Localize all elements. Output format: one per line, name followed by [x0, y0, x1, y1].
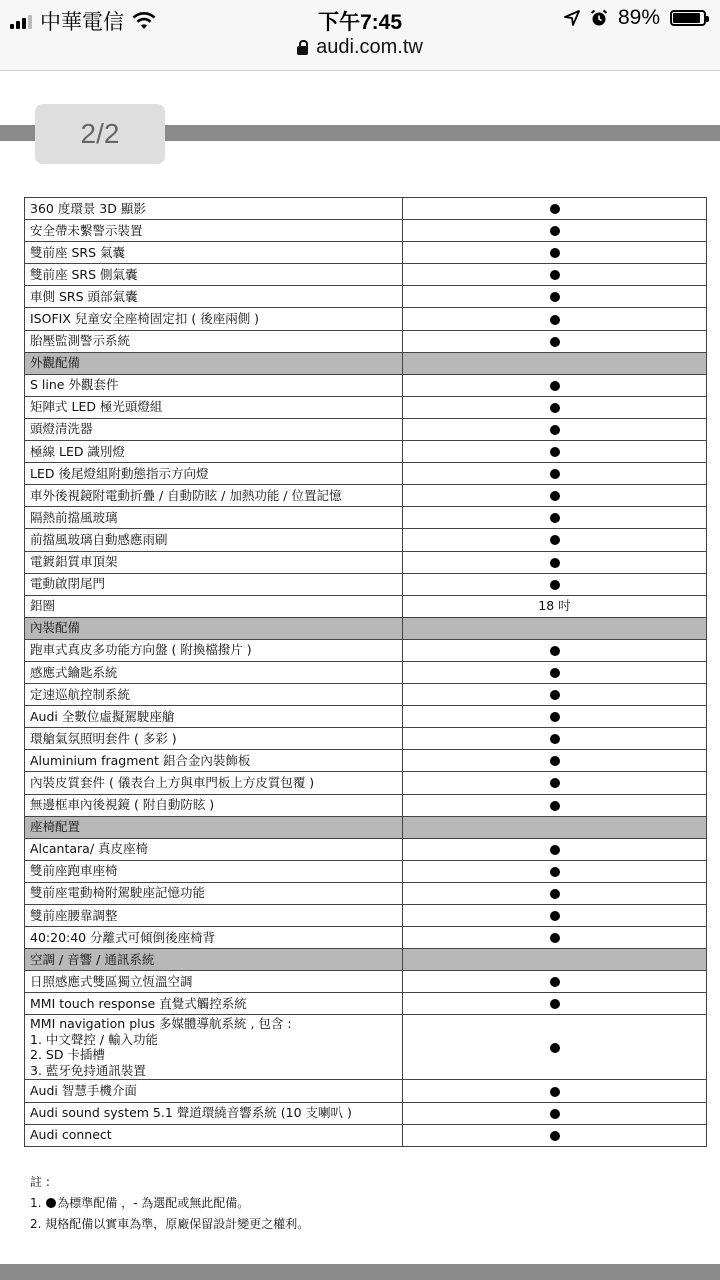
table-row: [25, 1102, 707, 1124]
standard-dot-icon: [550, 1043, 560, 1053]
feature-label: 雙前座跑車座椅: [25, 860, 403, 882]
feature-value: [403, 1102, 707, 1124]
feature-label: 感應式鑰匙系統: [25, 661, 403, 683]
feature-label: 360 度環景 3D 顯影: [25, 198, 403, 220]
section-header-row: [25, 816, 707, 838]
table-row: [25, 529, 707, 551]
feature-value: [403, 1124, 707, 1146]
feature-label: ISOFIX 兒童安全座椅固定扣 ( 後座兩側 ): [25, 308, 403, 330]
feature-label: Audi sound system 5.1 聲道環繞音響系統 (10 支喇叭 ): [25, 1102, 403, 1124]
feature-label: 跑車式真皮多功能方向盤 ( 附換檔撥片 ): [25, 639, 403, 661]
feature-value: [403, 816, 707, 838]
note-2: 2. 規格配備以實車為準，原廠保留設計變更之權利。: [30, 1217, 310, 1231]
status-right: [564, 6, 706, 30]
table-row: [25, 573, 707, 595]
section-header-row: [25, 949, 707, 971]
feature-value: [403, 551, 707, 573]
feature-value: [403, 971, 707, 993]
battery-percent: 89%: [617, 6, 660, 29]
notes: [30, 1172, 309, 1235]
alarm-clock-icon: [590, 9, 608, 27]
table-row: [25, 595, 707, 617]
note-1-number: 1.: [30, 1196, 42, 1210]
feature-value: [403, 1080, 707, 1102]
feature-label: [25, 1015, 403, 1080]
table-row: [25, 330, 707, 352]
feature-label: 電動啟閉尾門: [25, 573, 403, 595]
standard-dot-icon: [550, 668, 560, 678]
feature-label: 定速巡航控制系統: [25, 684, 403, 706]
table-row: [25, 728, 707, 750]
table-row: [25, 706, 707, 728]
standard-dot-icon: [550, 469, 560, 479]
table-row: [25, 220, 707, 242]
section-header-row: [25, 352, 707, 374]
feature-value: [403, 1015, 707, 1080]
feature-label: 環艙氣氛照明套件 ( 多彩 ): [25, 728, 403, 750]
feature-label: Audi 智慧手機介面: [25, 1080, 403, 1102]
carrier-name: 中華電信: [40, 11, 124, 34]
spec-table-body: [25, 198, 707, 1147]
standard-dot-icon: [550, 226, 560, 236]
feature-value: [403, 949, 707, 971]
feature-label: Alcantara/ 真皮座椅: [25, 838, 403, 860]
standard-dot-icon: [550, 580, 560, 590]
spec-table: [24, 197, 707, 1147]
feature-value: [403, 684, 707, 706]
standard-dot-icon: [550, 911, 560, 921]
standard-dot-icon: [550, 646, 560, 656]
table-row: [25, 1124, 707, 1146]
table-row: [25, 1080, 707, 1102]
feature-label: LED 後尾燈組附動態指示方向燈: [25, 463, 403, 485]
feature-value: [403, 750, 707, 772]
feature-label: 矩陣式 LED 極光頭燈組: [25, 396, 403, 418]
standard-dot-icon: [550, 558, 560, 568]
section-title: 座椅配置: [25, 816, 403, 838]
table-row: [25, 971, 707, 993]
feature-label: 雙前座 SRS 側氣囊: [25, 264, 403, 286]
feature-value: [403, 905, 707, 927]
feature-value: [403, 860, 707, 882]
feature-label: Aluminium fragment 鋁合金內裝飾板: [25, 750, 403, 772]
table-row: [25, 308, 707, 330]
feature-label: 安全帶未繫警示裝置: [25, 220, 403, 242]
table-row: [25, 551, 707, 573]
feature-value: [403, 242, 707, 264]
feature-label: 雙前座電動椅附駕駛座記憶功能: [25, 882, 403, 904]
feature-label: S line 外觀套件: [25, 374, 403, 396]
standard-dot-icon: [550, 756, 560, 766]
table-row: [25, 794, 707, 816]
feature-label: 雙前座 SRS 氣囊: [25, 242, 403, 264]
feature-value: [403, 507, 707, 529]
table-row: [25, 860, 707, 882]
table-row: [25, 198, 707, 220]
standard-dot-icon: [550, 734, 560, 744]
feature-label: 車外後視鏡附電動折疊 / 自動防眩 / 加熱功能 / 位置記憶: [25, 485, 403, 507]
feature-value: [403, 794, 707, 816]
table-row: [25, 264, 707, 286]
standard-dot-icon: [550, 248, 560, 258]
standard-dot-icon: [550, 778, 560, 788]
standard-dot-icon: [550, 867, 560, 877]
feature-label: Audi connect: [25, 1124, 403, 1146]
feature-value: [403, 396, 707, 418]
feature-value: [403, 264, 707, 286]
feature-label: 隔熱前擋風玻璃: [25, 507, 403, 529]
feature-label: 日照感應式雙區獨立恆溫空調: [25, 971, 403, 993]
status-time: 下午7:45: [317, 11, 403, 34]
standard-dot-icon: [550, 270, 560, 280]
table-row: [25, 286, 707, 308]
section-header-row: [25, 617, 707, 639]
table-row: [25, 507, 707, 529]
feature-label: 電鍍鋁質車頂架: [25, 551, 403, 573]
feature-label-line: 1. 中文聲控 / 輸入功能: [30, 1031, 159, 1047]
standard-dot-icon: [550, 447, 560, 457]
page-indicator: 2/2: [35, 104, 165, 164]
feature-value: [403, 706, 707, 728]
feature-value: [403, 927, 707, 949]
table-row: [25, 838, 707, 860]
standard-dot-icon: [550, 1109, 560, 1119]
feature-value: [403, 308, 707, 330]
table-row: [25, 905, 707, 927]
feature-value: [403, 418, 707, 440]
feature-value: [403, 441, 707, 463]
table-row: [25, 396, 707, 418]
table-row: [25, 684, 707, 706]
feature-label: 雙前座腰靠調整: [25, 905, 403, 927]
address-bar[interactable]: [0, 36, 720, 71]
standard-dot-icon: [550, 381, 560, 391]
feature-value: [403, 573, 707, 595]
standard-dot-icon: [550, 690, 560, 700]
feature-value: 18 吋: [403, 595, 707, 617]
battery-fill: [673, 13, 700, 23]
feature-label: Audi 全數位虛擬駕駛座艙: [25, 706, 403, 728]
feature-label: 極線 LED 識別燈: [25, 441, 403, 463]
standard-dot-icon: [550, 491, 560, 501]
feature-value: [403, 661, 707, 683]
table-row: [25, 1015, 707, 1080]
note-1: [30, 1193, 309, 1214]
table-row: [25, 418, 707, 440]
battery-icon: [670, 10, 706, 26]
feature-value: [403, 374, 707, 396]
standard-dot-icon: [550, 1131, 560, 1141]
table-row: [25, 463, 707, 485]
lock-icon: [297, 46, 308, 55]
feature-label: 胎壓監測警示系統: [25, 330, 403, 352]
standard-dot-icon: [550, 801, 560, 811]
standard-dot-icon: [550, 204, 560, 214]
standard-dot-icon: [550, 1087, 560, 1097]
table-row: [25, 993, 707, 1015]
standard-dot-icon: [550, 712, 560, 722]
feature-value: [403, 838, 707, 860]
feature-value: [403, 728, 707, 750]
footer-band: [0, 1264, 720, 1280]
section-title: 外觀配備: [25, 352, 403, 374]
feature-label: 40:20:40 分離式可傾倒後座椅背: [25, 927, 403, 949]
feature-value: [403, 529, 707, 551]
standard-dot-icon: [550, 999, 560, 1009]
standard-dot-icon: [46, 1198, 56, 1208]
feature-value: [403, 485, 707, 507]
table-row: [25, 374, 707, 396]
feature-label: 前擋風玻璃自動感應雨刷: [25, 529, 403, 551]
table-row: [25, 661, 707, 683]
feature-value: [403, 617, 707, 639]
status-bar: [0, 0, 720, 36]
table-row: [25, 772, 707, 794]
section-title: 內裝配備: [25, 617, 403, 639]
feature-label: 鋁圈: [25, 595, 403, 617]
note-1-text: 為標準配備 ，- 為選配或無此配備。: [57, 1196, 250, 1210]
section-title: 空調 / 音響 / 通訊系統: [25, 949, 403, 971]
feature-label: MMI touch response 直覺式觸控系統: [25, 993, 403, 1015]
standard-dot-icon: [550, 337, 560, 347]
standard-dot-icon: [550, 845, 560, 855]
standard-dot-icon: [550, 889, 560, 899]
feature-label: 無邊框車內後視鏡 ( 附自動防眩 ): [25, 794, 403, 816]
standard-dot-icon: [550, 977, 560, 987]
feature-label: 車側 SRS 頭部氣囊: [25, 286, 403, 308]
standard-dot-icon: [550, 425, 560, 435]
location-arrow-icon: [564, 10, 580, 26]
table-row: [25, 242, 707, 264]
feature-label: 頭燈清洗器: [25, 418, 403, 440]
feature-label-line: 3. 藍牙免持通訊裝置: [30, 1062, 146, 1078]
table-row: [25, 639, 707, 661]
standard-dot-icon: [550, 403, 560, 413]
standard-dot-icon: [550, 513, 560, 523]
feature-value: [403, 463, 707, 485]
feature-value: [403, 639, 707, 661]
feature-label-line: MMI navigation plus 多媒體導航系統 , 包含 :: [30, 1016, 292, 1032]
feature-value: [403, 220, 707, 242]
standard-dot-icon: [550, 315, 560, 325]
feature-value: [403, 286, 707, 308]
feature-value: [403, 772, 707, 794]
standard-dot-icon: [550, 535, 560, 545]
table-row: [25, 485, 707, 507]
table-row: [25, 750, 707, 772]
feature-value: [403, 352, 707, 374]
standard-dot-icon: [550, 292, 560, 302]
table-row: [25, 927, 707, 949]
notes-title: 註 :: [30, 1175, 50, 1189]
url-text[interactable]: audi.com.tw: [316, 36, 423, 58]
table-row: [25, 441, 707, 463]
feature-value: [403, 198, 707, 220]
feature-label-line: 2. SD 卡插槽: [30, 1047, 105, 1063]
feature-label: 內裝皮質套件 ( 儀表台上方與車門板上方皮質包覆 ): [25, 772, 403, 794]
feature-value: [403, 330, 707, 352]
table-row: [25, 882, 707, 904]
address-bar-content[interactable]: [297, 36, 423, 59]
feature-value: [403, 882, 707, 904]
feature-value: [403, 993, 707, 1015]
standard-dot-icon: [550, 933, 560, 943]
